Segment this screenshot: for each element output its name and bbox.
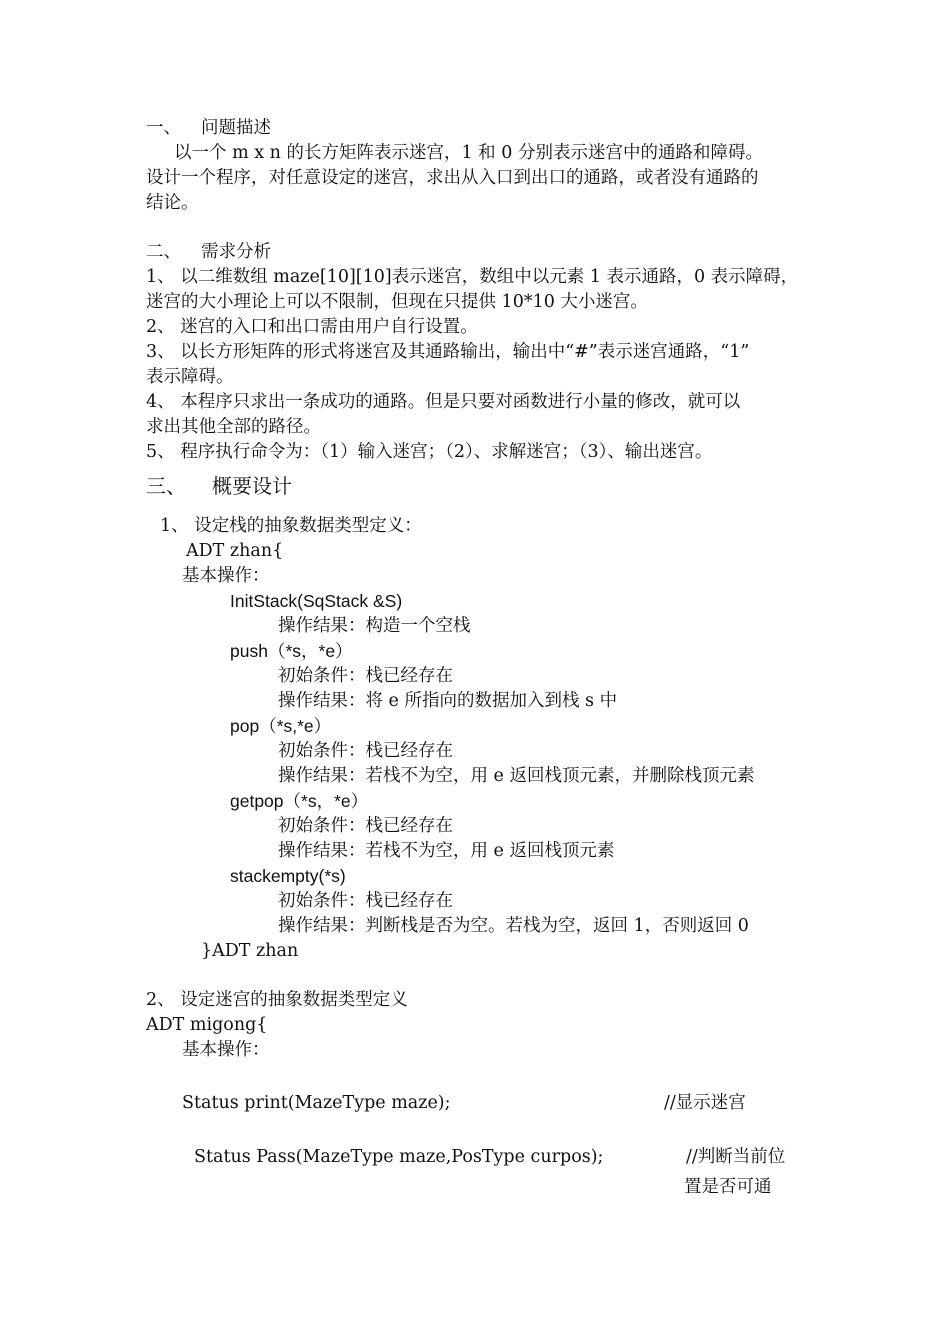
section-1-title: 问题描述 <box>201 118 271 138</box>
s2-item-line-8: 5、 程序执行命令为：（1）输入迷宫；（2）、求解迷宫；（3）、输出迷宫。 <box>146 442 713 462</box>
s1-para-line-2: 设计一个程序，对任意设定的迷宫，求出从入口到出口的通路，或者没有通路的 <box>146 168 759 188</box>
s1-para-line-1: 以一个 m x n 的长方矩阵表示迷宫，1 和 0 分别表示迷宫中的通路和障碍。 <box>174 143 763 163</box>
op-getpop-line-1: 初始条件：栈已经存在 <box>278 816 453 836</box>
s2-item-line-3: 2、 迷宫的入口和出口需由用户自行设置。 <box>146 317 478 337</box>
op-initstack-name: InitStack(SqStack &S) <box>230 591 403 611</box>
s2-item-line-1: 1、 以二维数组 maze[10][10]表示迷宫，数组中以元素 1 表示通路，0 表示障碍， <box>146 267 799 287</box>
section-3-heading <box>146 474 292 498</box>
op-stackempty-line-2: 操作结果：判断栈是否为空。若栈为空，返回 1，否则返回 0 <box>278 916 749 936</box>
op-getpop-name: getpop（*s，*e） <box>230 791 369 811</box>
s3-sub2-adt-open: ADT migong{ <box>146 1015 268 1035</box>
section-3-title: 概要设计 <box>212 474 292 498</box>
s2-item-line-6: 4、 本程序只求出一条成功的通路。但是只要对函数进行小量的修改，就可以 <box>146 392 741 412</box>
op-push-line-1: 初始条件：栈已经存在 <box>278 666 453 686</box>
fn-pass-comment-cont: 置是否可通 <box>684 1177 772 1197</box>
op-stackempty-name: stackempty(*s) <box>230 866 346 886</box>
s2-item-line-4: 3、 以长方形矩阵的形式将迷宫及其通路输出，输出中“#”表示迷宫通路，“1” <box>146 342 750 362</box>
s2-item-line-5: 表示障碍。 <box>146 367 234 387</box>
section-3-number: 三、 <box>146 474 186 498</box>
s3-sub1-adt-open: ADT zhan{ <box>186 541 284 561</box>
s3-sub2-basic-ops: 基本操作： <box>182 1040 270 1060</box>
op-pop-line-1: 初始条件：栈已经存在 <box>278 741 453 761</box>
op-stackempty-line-1: 初始条件：栈已经存在 <box>278 891 453 911</box>
fn-pass-comment: //判断当前位 <box>686 1147 786 1167</box>
s2-item-line-2: 迷宫的大小理论上可以不限制，但现在只提供 10*10 大小迷宫。 <box>146 292 648 312</box>
op-getpop-line-2: 操作结果：若栈不为空，用 e 返回栈顶元素 <box>278 841 615 861</box>
section-1-heading <box>146 116 271 140</box>
op-push-line-2: 操作结果：将 e 所指向的数据加入到栈 s 中 <box>278 691 618 711</box>
fn-print-comment: //显示迷宫 <box>664 1093 746 1113</box>
op-pop-line-2: 操作结果：若栈不为空，用 e 返回栈顶元素，并删除栈顶元素 <box>278 766 755 786</box>
s3-sub1-adt-close: }ADT zhan <box>201 941 299 961</box>
op-pop-name: pop（*s,*e） <box>230 716 332 736</box>
s2-item-line-7: 求出其他全部的路径。 <box>146 417 321 437</box>
s3-sub2-heading: 2、 设定迷宫的抽象数据类型定义 <box>146 990 408 1010</box>
section-1-number: 一、 <box>146 118 181 138</box>
s3-sub1-basic-ops: 基本操作： <box>182 566 270 586</box>
section-2-number: 二、 <box>146 242 181 262</box>
section-2-heading <box>146 240 271 264</box>
op-initstack-line-1: 操作结果：构造一个空栈 <box>278 616 471 636</box>
fn-print-signature: Status print(MazeType maze); <box>182 1093 451 1113</box>
s3-sub1-heading: 1、 设定栈的抽象数据类型定义： <box>160 516 422 536</box>
fn-pass-signature: Status Pass(MazeType maze,PosType curpos); <box>194 1147 604 1167</box>
section-2-title: 需求分析 <box>201 242 271 262</box>
s1-para-line-3: 结论。 <box>146 193 199 213</box>
op-push-name: push（*s，*e） <box>230 641 353 661</box>
